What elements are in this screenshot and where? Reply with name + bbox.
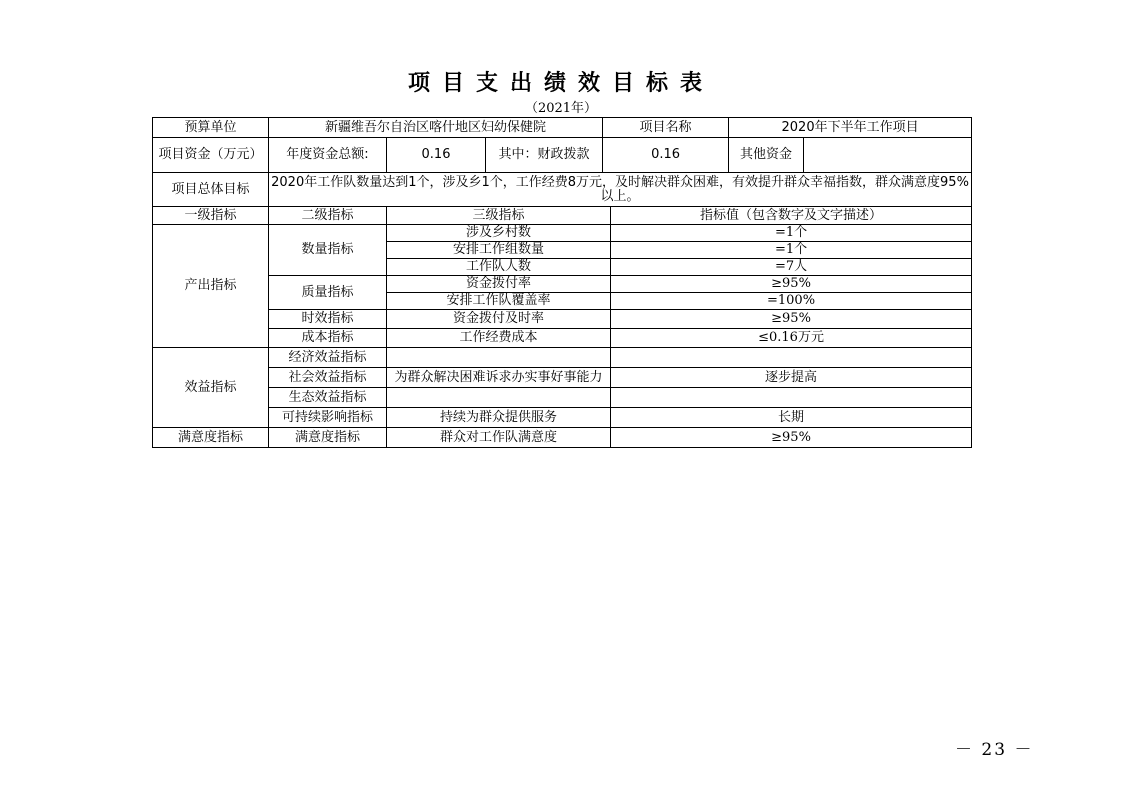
header-row-goal xyxy=(153,173,972,207)
indicator-value: ≤0.16万元 xyxy=(611,329,972,348)
level3-name xyxy=(387,388,611,408)
indicator-value: ≥95% xyxy=(611,310,972,329)
indicator-value: =7人 xyxy=(611,259,972,276)
annual-total-value: 0.16 xyxy=(387,138,486,173)
annual-total-label: 年度资金总额: xyxy=(269,138,387,173)
col-level2-header: 二级指标 xyxy=(269,207,387,225)
table-row xyxy=(153,428,972,448)
table-row xyxy=(153,408,972,428)
col-level1-header: 一级指标 xyxy=(153,207,269,225)
table-row xyxy=(153,276,972,293)
header-row-funds xyxy=(153,138,972,173)
level2-timeliness: 时效指标 xyxy=(269,310,387,329)
budget-unit-value: 新疆维吾尔自治区喀什地区妇幼保健院 xyxy=(269,118,603,138)
indicator-value: 逐步提高 xyxy=(611,368,972,388)
page-title: 项目支出绩效目标表 xyxy=(407,71,714,96)
level3-name xyxy=(387,348,611,368)
table-row xyxy=(153,225,972,242)
level3-name: 工作经费成本 xyxy=(387,329,611,348)
budget-unit-label: 预算单位 xyxy=(153,118,269,138)
level3-name: 安排工作队覆盖率 xyxy=(387,293,611,310)
level3-name: 安排工作组数量 xyxy=(387,242,611,259)
indicator-value: 长期 xyxy=(611,408,972,428)
page-number: － 23 － xyxy=(955,740,1034,760)
year-subtitle: （2021年） xyxy=(524,101,598,116)
level3-name: 资金拨付及时率 xyxy=(387,310,611,329)
table-row xyxy=(153,348,972,368)
table-row xyxy=(153,388,972,408)
level2-quality: 质量指标 xyxy=(269,276,387,310)
level3-name: 群众对工作队满意度 xyxy=(387,428,611,448)
level3-name: 工作队人数 xyxy=(387,259,611,276)
col-value-header: 指标值（包含数字及文字描述） xyxy=(611,207,972,225)
level2-social: 社会效益指标 xyxy=(269,368,387,388)
indicator-value xyxy=(611,388,972,408)
level3-name: 持续为群众提供服务 xyxy=(387,408,611,428)
indicator-value: ≥95% xyxy=(611,428,972,448)
indicator-value: ≥95% xyxy=(611,276,972,293)
level1-benefit: 效益指标 xyxy=(153,348,269,428)
level2-cost: 成本指标 xyxy=(269,329,387,348)
table-row xyxy=(153,329,972,348)
table-row xyxy=(153,368,972,388)
level1-satisfaction: 满意度指标 xyxy=(153,428,269,448)
header-row-unit xyxy=(153,118,972,138)
indicator-value: =100% xyxy=(611,293,972,310)
overall-goal-value: 2020年工作队数量达到1个，涉及乡1个，工作经费8万元，及时解决群众困难，有效提升群众幸福指数，群众满意度95%以上。 xyxy=(269,173,972,207)
project-name-value: 2020年下半年工作项目 xyxy=(729,118,972,138)
level2-satisfaction: 满意度指标 xyxy=(269,428,387,448)
level2-economic: 经济效益指标 xyxy=(269,348,387,368)
performance-target-table xyxy=(152,117,972,448)
project-name-label: 项目名称 xyxy=(603,118,729,138)
indicator-value: =1个 xyxy=(611,225,972,242)
level3-name: 资金拨付率 xyxy=(387,276,611,293)
level1-output: 产出指标 xyxy=(153,225,269,348)
level2-sustainable: 可持续影响指标 xyxy=(269,408,387,428)
column-header-row xyxy=(153,207,972,225)
indicator-value: =1个 xyxy=(611,242,972,259)
col-level3-header: 三级指标 xyxy=(387,207,611,225)
other-funds-label: 其他资金 xyxy=(729,138,804,173)
overall-goal-label: 项目总体目标 xyxy=(153,173,269,207)
level2-ecological: 生态效益指标 xyxy=(269,388,387,408)
level2-quantity: 数量指标 xyxy=(269,225,387,276)
table-row xyxy=(153,310,972,329)
level3-name: 涉及乡村数 xyxy=(387,225,611,242)
indicator-value xyxy=(611,348,972,368)
level3-name: 为群众解决困难诉求办实事好事能力 xyxy=(387,368,611,388)
fiscal-label: 其中：财政拨款 xyxy=(486,138,603,173)
other-funds-value xyxy=(804,138,972,173)
funds-label: 项目资金（万元） xyxy=(153,138,269,173)
fiscal-value: 0.16 xyxy=(603,138,729,173)
